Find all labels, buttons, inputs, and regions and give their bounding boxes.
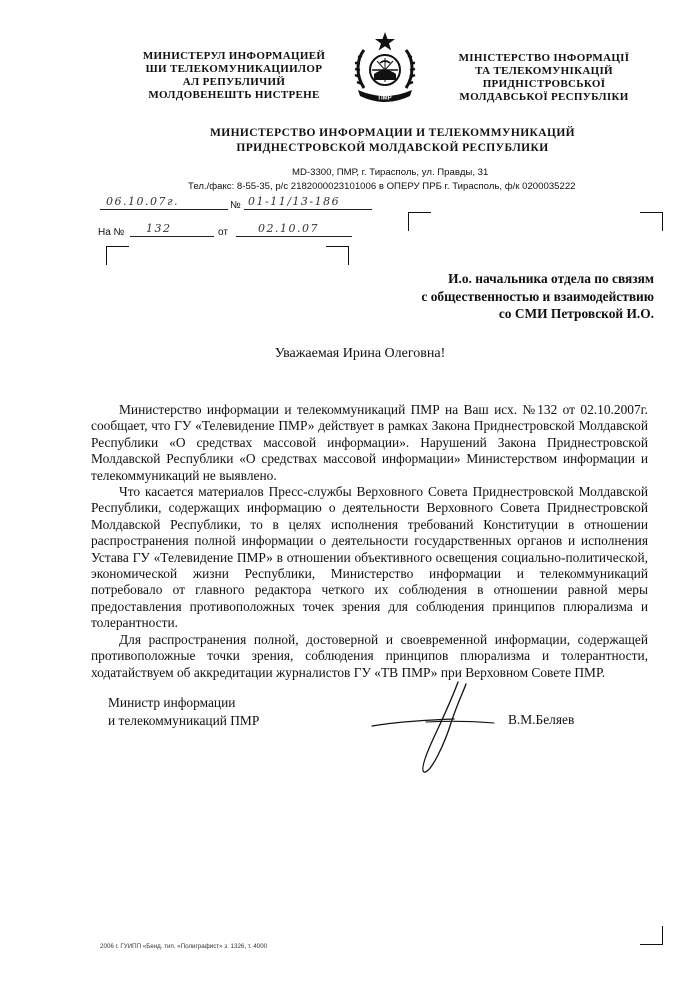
body-paragraph: Что касается материалов Пресс-службы Верховного Совета Приднестровской Молдавской Республики, содержащих информацию о деятельности Верховного Совета Приднестровской Молдавской Республики, то в целях исполнения требований Конституции в отношении распространения полной информации о деятельности государственных органов и исполнения Устава ГУ «Телевидение ПМР» в отношении объективного освещения социально-политической, экономической жизни Республики, Министерство информации и телекоммуникаций потребовало от главного редактора четкого их соблюдения в отношении равной меры предоставления противоположных точек зрения для соблюдения принципов плюрализма и толерантности. [91,484,648,631]
header-right-line: МОЛДАВСЬКОЇ РЕСПУБЛІКИ [459,91,629,103]
handwritten-signature [366,676,500,776]
addressee-corner-right [640,212,663,231]
signer-name: В.М.Беляев [508,712,575,727]
header-right-ukrainian [430,52,658,104]
reply-label: На № [98,227,125,238]
signer-title-line: Министр информации [108,695,236,710]
body-paragraph: Для распространения полной, достоверной и своевременной информации, содержащей противоположные точки зрения, соблюдения принципов плюрализма и толерантности, ходатайствуем об аккредитации журналистов ГУ «ТВ ПМР» при Верховном Совете ПМР. [91,631,648,680]
signer-title [108,694,259,729]
from-label: от [218,227,228,238]
corner-mark-bottom-right [640,926,663,945]
outgoing-number-field [244,197,372,210]
letter-body [91,402,648,681]
printer-imprint: 2006 г. ГУИПП «Бенд. тип. «Полиграфист» з. 1326, т. 4000 [100,943,268,950]
header-right-line: ПРИДНІСТРОВСЬКОЇ [482,78,606,90]
header-left-line: МИНИСТЕРУЛ ИНФОРМАЦИЕЙ [142,50,326,62]
outgoing-date-handwritten: 06.10.07г. [106,195,180,208]
header-left-line: ШИ ТЕЛЕКОМУНИКАЦИИЛОР [145,63,323,75]
emblem-graphic [350,30,420,106]
header-left-line: МОЛДОВЕНЕШТЬ НИСТРЕНЕ [148,89,320,101]
header-right-line: МІНІСТЕРСТВО ІНФОРМАЦІЇ [458,52,630,64]
ministry-name-russian [200,126,585,156]
corner-mark-top-right [326,246,349,265]
number-label: № [230,200,241,211]
state-emblem [350,30,420,106]
body-paragraph: Министерство информации и телекоммуникаций ПМР на Ваш исх. №132 от 02.10.2007г. сообщает, что ГУ «Телевидение ПМР» действует в рамках Закона Приднестровской Молдавской Республики «О средствах массовой информации». Нарушений Закона Приднестровской Молдавской Республики «О средствах массовой информации» Министерством информации и телекоммуникаций не выявлено. [91,402,648,483]
addressee-corner-left [408,212,431,231]
outgoing-number-handwritten: 01-11/13-186 [248,195,341,208]
ministry-name-line: МИНИСТЕРСТВО ИНФОРМАЦИИ И ТЕЛЕКОММУНИКАЦИЙ [209,127,576,139]
reply-date-handwritten: 02.10.07 [258,222,319,235]
addressee-block [294,270,654,323]
signer-title-line: и телекоммуникаций ПМР [108,712,260,728]
reply-number-field [130,224,214,237]
reply-date-field [236,224,352,237]
ministry-address: MD-3300, ПМР, г. Тирасполь, ул. Правды, 31 [292,167,489,178]
salutation: Уважаемая Ирина Олеговна! [274,346,446,361]
outgoing-date-field [100,197,228,210]
addressee-line: с общественностью и взаимодействию [421,288,654,304]
corner-mark-top-left [106,246,129,265]
header-left-line: АЛ РЕПУБЛИЧИЙ [182,76,286,88]
ministry-name-line: ПРИДНЕСТРОВСКОЙ МОЛДАВСКОЙ РЕСПУБЛИКИ [236,142,549,154]
addressee-line: И.о. начальника отдела по связям [448,271,654,286]
reply-number-handwritten: 132 [146,222,172,235]
header-left-moldovan [120,50,348,102]
addressee-line: со СМИ Петровской И.О. [498,306,654,321]
ministry-phone-bank: Тел./факс: 8-55-35, р/с 2182000023101006 в ОПЕРУ ПРБ г. Тирасполь, ф/к 0200035222 [188,181,576,192]
emblem-band-text: ПМР [378,95,392,102]
header-right-line: ТА ТЕЛЕКОМУНІКАЦІЙ [475,65,613,77]
